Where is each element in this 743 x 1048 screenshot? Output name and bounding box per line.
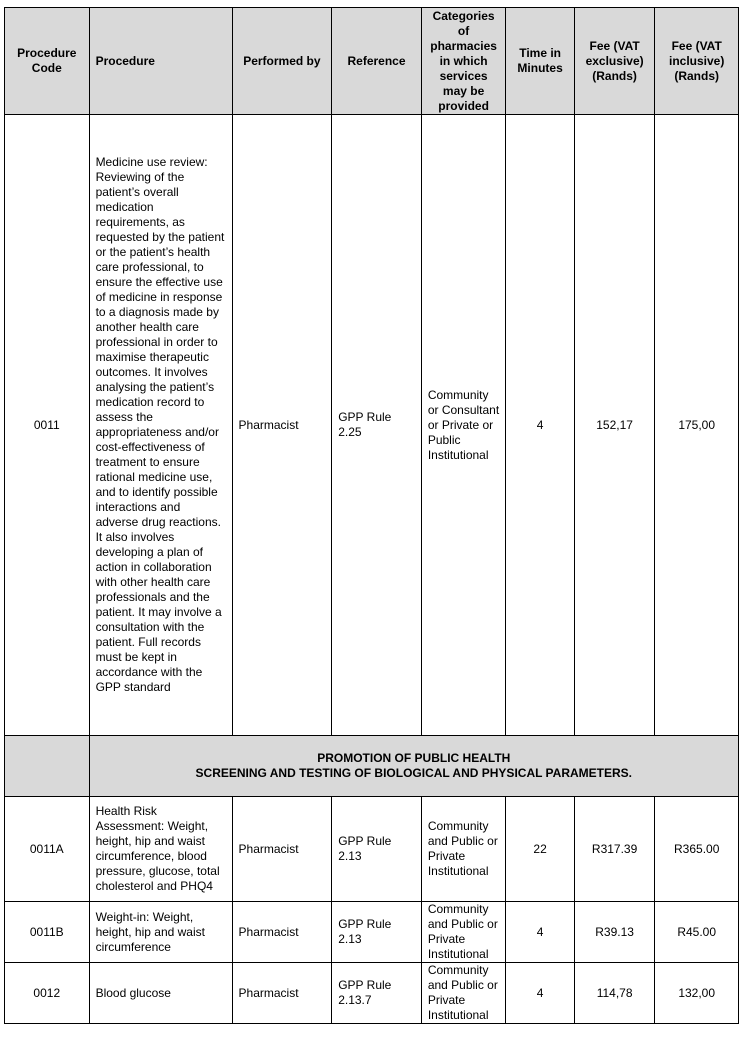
header-categories: Categories of pharmacies in which services may be provided (421, 8, 506, 115)
time-cell: 22 (506, 797, 574, 902)
fee-schedule-table (4, 7, 739, 1024)
reference-cell: GPP Rule 2.25 (332, 115, 422, 736)
procedure-description-cell: Weight-in: Weight, height, hip and waist circumference (89, 902, 232, 963)
header-fee-vat-exclusive: Fee (VAT exclusive) (Rands) (574, 8, 655, 115)
header-fee-vat-inclusive: Fee (VAT inclusive) (Rands) (655, 8, 739, 115)
categories-cell: Community or Consultant or Private or Public Institutional (421, 115, 506, 736)
fee-excl-cell: 152,17 (574, 115, 655, 736)
header-row (5, 8, 739, 115)
time-cell: 4 (506, 902, 574, 963)
section-title-cell (89, 736, 738, 797)
time-cell: 4 (506, 963, 574, 1024)
reference-cell: GPP Rule 2.13.7 (332, 963, 422, 1024)
categories-cell: Community and Public or Private Institutional (421, 797, 506, 902)
header-performed-by: Performed by (232, 8, 332, 115)
procedure-code-cell: 0011A (5, 797, 90, 902)
table-row (5, 902, 739, 963)
header-procedure-code: Procedure Code (5, 8, 90, 115)
fee-incl-cell: 132,00 (655, 963, 739, 1024)
fee-excl-cell: R39.13 (574, 902, 655, 963)
procedure-code-cell: 0012 (5, 963, 90, 1024)
performed-by-cell: Pharmacist (232, 902, 332, 963)
procedure-code-cell: 0011 (5, 115, 90, 736)
section-title-line-2: SCREENING AND TESTING OF BIOLOGICAL AND PHYSICAL PARAMETERS. (195, 766, 633, 780)
time-cell: 4 (506, 115, 574, 736)
section-header-row (5, 736, 739, 797)
procedure-description-cell: Health Risk Assessment: Weight, height, hip and waist circumference, blood pressure, glucose, total cholesterol and PHQ4 (89, 797, 232, 902)
categories-cell: Community and Public or Private Institutional (421, 902, 506, 963)
section-blank-cell (5, 736, 90, 797)
performed-by-cell: Pharmacist (232, 797, 332, 902)
fee-excl-cell: R317.39 (574, 797, 655, 902)
procedure-code-cell: 0011B (5, 902, 90, 963)
section-title-line-1: PROMOTION OF PUBLIC HEALTH (317, 751, 511, 765)
fee-excl-cell: 114,78 (574, 963, 655, 1024)
performed-by-cell: Pharmacist (232, 963, 332, 1024)
table-row (5, 115, 739, 736)
fee-incl-cell: R45.00 (655, 902, 739, 963)
procedure-description-cell: Medicine use review: Reviewing of the patient’s overall medication requirements, as requested by the patient or the patient’s health care professional, to ensure the effective use of medicine in response to a diagnosis made by another health care professional in order to maximise therapeutic outcomes. It involves analysing the patient’s medication record to assess the appropriateness and/or cost-effectiveness of treatment to ensure rational medicine use, and to identify possible interactions and adverse drug reactions. It also involves developing a plan of action in collaboration with other health care professionals and the patient. It may involve a consultation with the patient. Full records must be kept in accordance with the GPP standard (89, 115, 232, 736)
fee-incl-cell: R365.00 (655, 797, 739, 902)
table-row (5, 797, 739, 902)
table-row (5, 963, 739, 1024)
header-reference: Reference (332, 8, 422, 115)
header-procedure: Procedure (89, 8, 232, 115)
procedure-description-cell: Blood glucose (89, 963, 232, 1024)
reference-cell: GPP Rule 2.13 (332, 902, 422, 963)
header-time: Time in Minutes (506, 8, 574, 115)
fee-incl-cell: 175,00 (655, 115, 739, 736)
reference-cell: GPP Rule 2.13 (332, 797, 422, 902)
categories-cell: Community and Public or Private Institutional (421, 963, 506, 1024)
performed-by-cell: Pharmacist (232, 115, 332, 736)
